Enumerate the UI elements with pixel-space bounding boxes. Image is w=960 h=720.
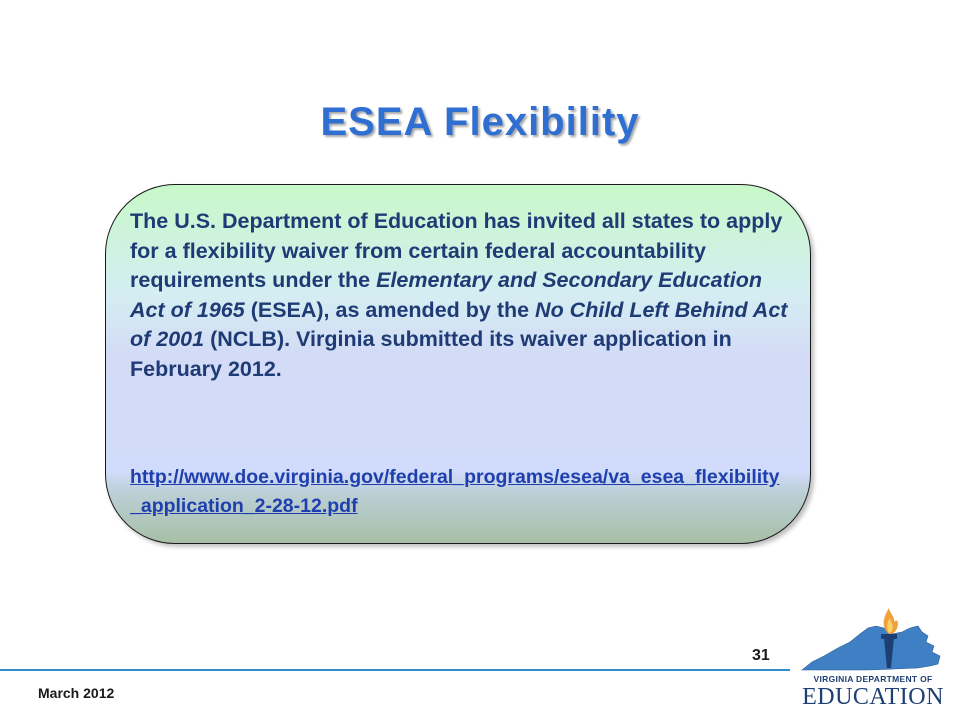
footer-divider xyxy=(0,669,790,671)
logo-text-department: VIRGINIA DEPARTMENT OF xyxy=(813,674,933,684)
waiver-application-link[interactable]: http://www.doe.virginia.gov/federal_programs/esea/va_esea_flexibility_application_2-28-12.pdf xyxy=(130,466,780,517)
body-text-part2: (ESEA), as amended by the xyxy=(244,297,536,322)
logo-text-education: EDUCATION xyxy=(802,684,944,710)
content-box xyxy=(105,184,811,544)
act-name-nclb: No Child Left Behind Act of 2001 xyxy=(130,297,788,351)
virginia-state-icon xyxy=(798,604,948,676)
act-name-esea: Elementary and Secondary Education Act of 1965 xyxy=(130,268,763,322)
body-text-part1: The U.S. Department of Education has invited all states to apply for a flexibility waiver from certain federal accountability requirements under the xyxy=(130,209,783,292)
page-number: 31 xyxy=(752,647,770,664)
vdoe-logo xyxy=(798,604,948,712)
body-text xyxy=(130,207,790,384)
body-text-part3: (NCLB). Virginia submitted its waiver application in February 2012. xyxy=(130,327,732,381)
slide-title: ESEA Flexibility xyxy=(320,100,640,144)
footer-date: March 2012 xyxy=(38,685,115,701)
